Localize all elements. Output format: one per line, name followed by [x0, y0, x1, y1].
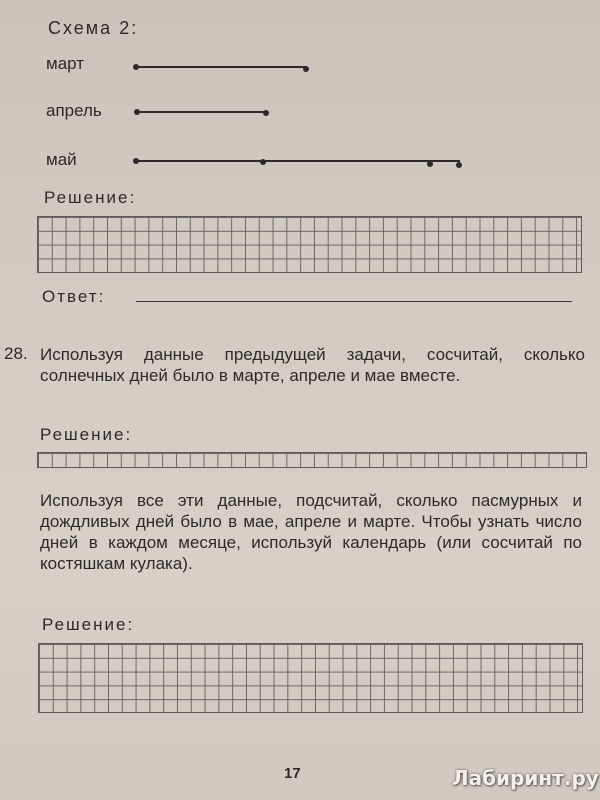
solution-grid-2[interactable]	[37, 452, 587, 468]
month-label-april: апрель	[46, 101, 102, 120]
segment-may	[136, 160, 460, 162]
month-label-may: май	[46, 150, 77, 169]
segment-april	[137, 111, 266, 113]
segment-may-point-4	[456, 162, 462, 168]
solution-label-2: Решение:	[40, 425, 133, 444]
solution-grid-1[interactable]	[37, 216, 582, 273]
answer-label: Ответ:	[42, 287, 106, 306]
task-extra-text: Используя все эти данные, подсчитай, сколько пасмурных и дождливых дней было в мае, апреле и марте. Чтобы узнать число дней в каждом месяце, используй календарь (или сосчитай по костяшкам кулака).	[40, 491, 582, 573]
watermark-text: абиринт.ру	[468, 766, 599, 790]
solution-label-1: Решение:	[44, 188, 137, 207]
segment-march-start	[133, 64, 139, 70]
scheme-title: Схема 2:	[48, 18, 139, 38]
labyrinth-logo-icon: Л	[452, 766, 469, 790]
month-label-march: март	[46, 54, 85, 73]
solution-label-3: Решение:	[42, 615, 135, 634]
answer-line[interactable]	[136, 301, 572, 302]
segment-april-end	[263, 110, 269, 116]
segment-may-point-3	[427, 161, 433, 167]
segment-march-end	[303, 66, 309, 72]
task-28-text: Используя данные предыдущей задачи, сосчитай, сколько солнечных дней было в марте, апреле и мае вместе.	[40, 345, 585, 385]
segment-may-point-2	[260, 159, 266, 165]
watermark-logo	[452, 766, 599, 790]
solution-grid-3[interactable]	[38, 643, 583, 713]
page-number: 17	[284, 765, 301, 782]
segment-may-point-1	[133, 158, 139, 164]
segment-april-start	[134, 109, 140, 115]
segment-march	[136, 66, 306, 68]
task-number: 28.	[4, 344, 28, 363]
